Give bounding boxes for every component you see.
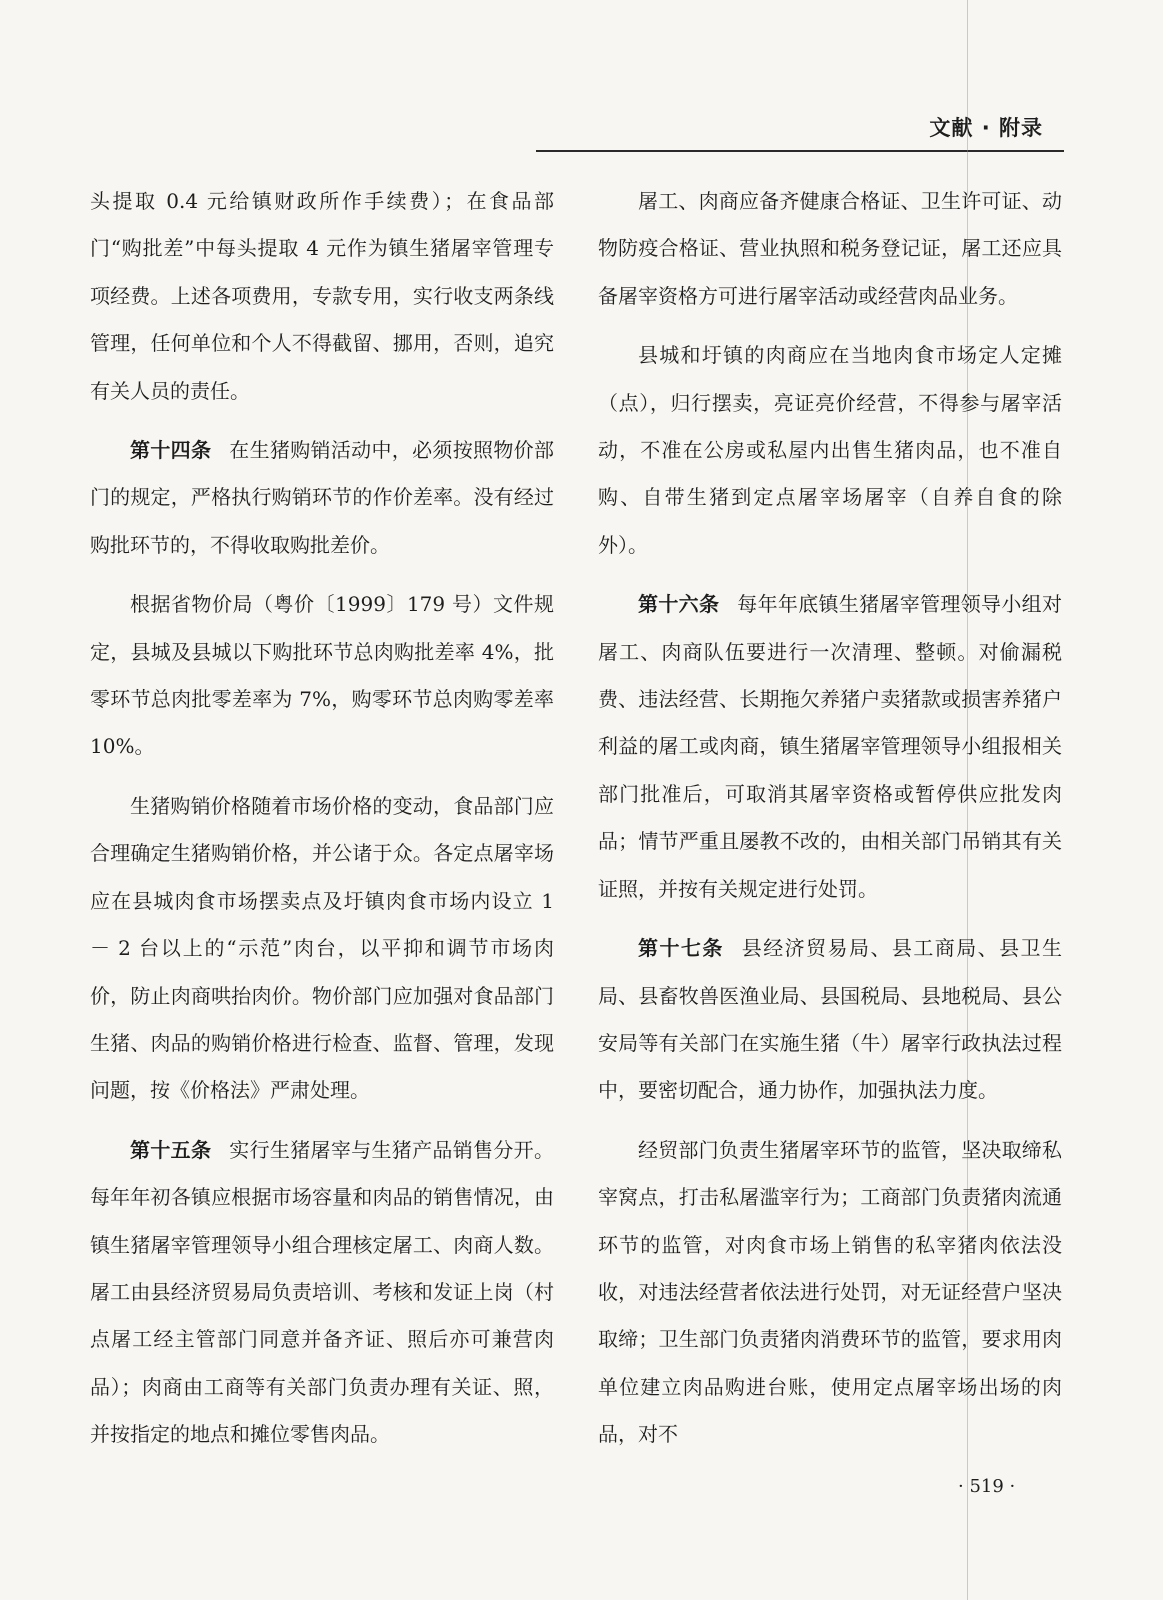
article-14 [90, 427, 554, 569]
right-column [598, 178, 1062, 1471]
article-body: 在生猪购销活动中，必须按照物价部门的规定，严格执行购销环节的作价差率。没有经过购批环节的，不得收取购批差价。 [90, 438, 555, 557]
article-body: 县经济贸易局、县工商局、县卫生局、县畜牧兽医渔业局、县国税局、县地税局、县公安局等有关部门在实施生猪（牛）屠宰行政执法过程中，要密切配合，通力协作，加强执法力度。 [598, 936, 1063, 1103]
page-number: · 519 · [958, 1476, 1016, 1497]
left-column [90, 178, 554, 1471]
article-15 [90, 1127, 554, 1459]
article-heading: 第十六条 [638, 592, 720, 617]
article-heading: 第十七条 [638, 936, 724, 961]
paragraph-continued: 头提取 0.4 元给镇财政所作手续费）；在食品部门“购批差”中每头提取 4 元作为镇生猪屠宰管理专项经费。上述各项费用，专款专用，实行收支两条线管理，任何单位和个人不得截留、挪用，否则，追究有关人员的责任。 [90, 189, 554, 403]
article-16 [598, 581, 1062, 913]
running-header: 文献 · 附录 [929, 116, 1043, 140]
paragraph: 根据省物价局（粤价〔1999〕179 号）文件规定，县城及县城以下购批环节总肉购批差率 4%，批零环节总肉批零差率为 7%，购零环节总肉购零差率 10%。 [90, 592, 554, 759]
paragraph: 生猪购销价格随着市场价格的变动，食品部门应合理确定生猪购销价格，并公诸于众。各定点屠宰场应在县城肉食市场摆卖点及圩镇肉食市场内设立 1 － 2 台以上的“示范”肉台，以平抑和调节市场肉价，防止肉商哄抬肉价。物价部门应加强对食品部门生猪、肉品的购销价格进行检查、监督、管理，发现问题，按《价格法》严肃处理。 [90, 793, 554, 1103]
paragraph: 屠工、肉商应备齐健康合格证、卫生许可证、动物防疫合格证、营业执照和税务登记证，屠工还应具备屠宰资格方可进行屠宰活动或经营肉品业务。 [598, 189, 1062, 308]
article-17 [598, 925, 1062, 1115]
header-rule [536, 150, 1064, 152]
article-heading: 第十五条 [130, 1137, 212, 1162]
article-body: 每年年底镇生猪屠宰管理领导小组对屠工、肉商队伍要进行一次清理、整顿。对偷漏税费、违法经营、长期拖欠养猪户卖猪款或损害养猪户利益的屠工或肉商，镇生猪屠宰管理领导小组报相关部门批准后，可取消其屠宰资格或暂停供应批发肉品；情节严重且屡教不改的，由相关部门吊销其有关证照，并按有关规定进行处罚。 [598, 592, 1063, 901]
paragraph: 县城和圩镇的肉商应在当地肉食市场定人定摊（点），归行摆卖，亮证亮价经营，不得参与屠宰活动，不准在公房或私屋内出售生猪肉品，也不准自购、自带生猪到定点屠宰场屠宰（自养自食的除外）。 [598, 343, 1062, 557]
paragraph: 经贸部门负责生猪屠宰环节的监管，坚决取缔私宰窝点，打击私屠滥宰行为；工商部门负责猪肉流通环节的监管，对肉食市场上销售的私宰猪肉依法没收，对违法经营者依法进行处罚，对无证经营户坚决取缔；卫生部门负责猪肉消费环节的监管，要求用肉单位建立肉品购进台账，使用定点屠宰场出场的肉品，对不 [598, 1137, 1062, 1447]
article-heading: 第十四条 [130, 438, 212, 463]
article-body: 实行生猪屠宰与生猪产品销售分开。每年年初各镇应根据市场容量和肉品的销售情况，由镇生猪屠宰管理领导小组合理核定屠工、肉商人数。屠工由县经济贸易局负责培训、考核和发证上岗（村点屠工经主管部门同意并备齐证、照后亦可兼营肉品）；肉商由工商等有关部门负责办理有关证、照，并按指定的地点和摊位零售肉品。 [90, 1137, 555, 1447]
